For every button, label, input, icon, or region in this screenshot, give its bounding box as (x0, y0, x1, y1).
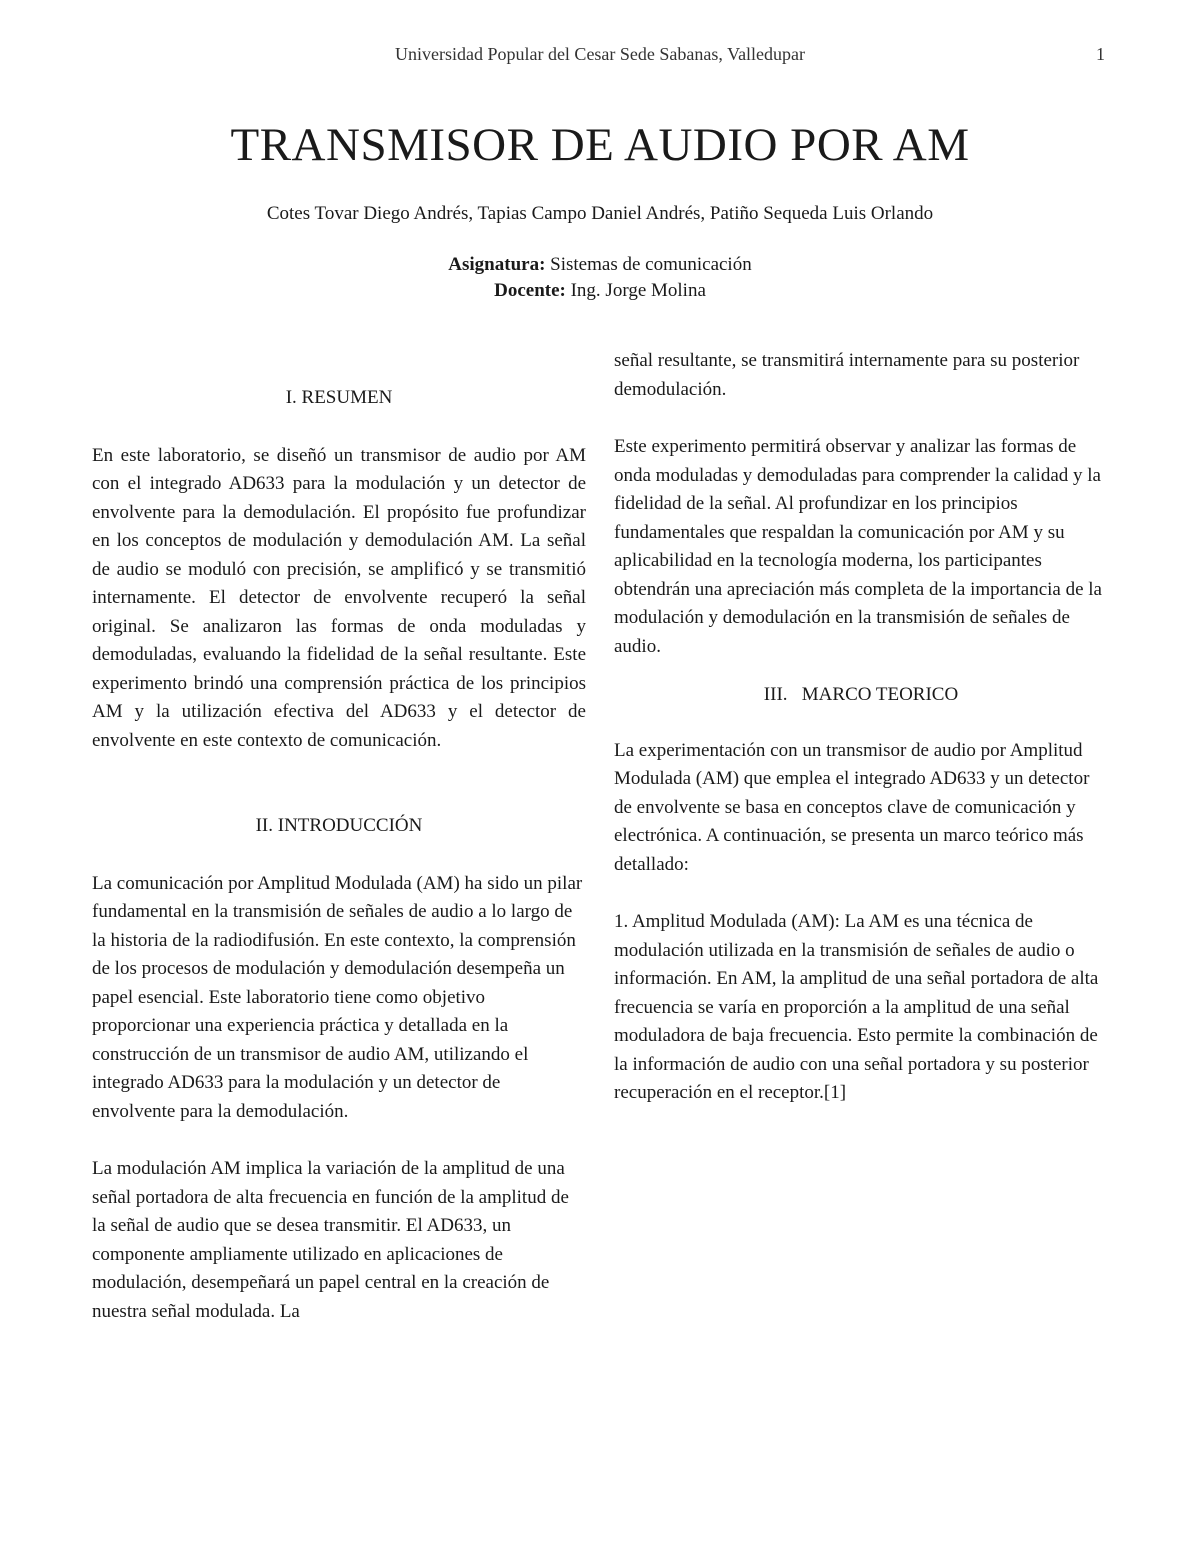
subject-label: Asignatura: (448, 254, 546, 275)
subject-value: Sistemas de comunicación (550, 254, 752, 275)
introduccion-paragraph-2-continued: señal resultante, se transmitirá internamente para su posterior demodulación. (614, 350, 1080, 400)
page-number: 1 (1096, 44, 1105, 64)
introduccion-paragraph-1: La comunicación por Amplitud Modulada (AM) ha sido un pilar fundamental en la transmisión de señales de audio a lo largo de la historia de la radiodifusión. En este contexto, la comprensión de los procesos de modulación y demodulación desempeña un papel esencial. Este laboratorio tiene como objetivo proporcionar una experiencia práctica y detallada en la construcción de un transmisor de audio AM, utilizando el integrado AD633 para la modulación y un detector de envolvente para la demodulación. (92, 872, 583, 1122)
author-list: Cotes Tovar Diego Andrés, Tapias Campo Daniel Andrés, Patiño Sequeda Luis Orlando (266, 203, 934, 224)
subject-line (0, 254, 1200, 276)
teacher-value: Ing. Jorge Molina (570, 280, 706, 301)
left-column (92, 355, 586, 1326)
running-head: Universidad Popular del Cesar Sede Sabanas, Valledupar (394, 44, 806, 64)
paper-title: TRANSMISOR DE AUDIO POR AM (230, 119, 970, 171)
section-heading-resumen: I. RESUMEN (285, 387, 393, 408)
section-heading-marco-teorico: III. MARCO TEORICO (763, 684, 959, 705)
right-column (614, 347, 1108, 1108)
teacher-line (0, 280, 1200, 302)
section-heading-introduccion: II. INTRODUCCIÓN (255, 815, 423, 836)
introduccion-paragraph-2: La modulación AM implica la variación de la amplitud de una señal portadora de alta frecuencia en función de la amplitud de la señal de audio que se desea transmitir. El AD633, un componente ampliamente utilizado en aplicaciones de modulación, desempeñará un papel central en la creación de nuestra señal modulada. La (92, 1158, 569, 1322)
introduccion-paragraph-3: Este experimento permitirá observar y analizar las formas de onda moduladas y demoduladas para comprender la calidad y la fidelidad de la señal. Al profundizar en los principios fundamentales que respaldan la comunicación por AM y su aplicabilidad en la tecnología moderna, los participantes obtendrán una apreciación más completa de la importancia de la modulación y demodulación en la transmisión de señales de audio. (614, 436, 1102, 657)
resumen-paragraph: En este laboratorio, se diseñó un transmisor de audio por AM con el integrado AD633 para la modulación y un detector de envolvente para la demodulación. El propósito fue profundizar en los conceptos de modulación y demodulación AM. La señal de audio se moduló con precisión, se amplificó y se transmitió internamente. El detector de envolvente recuperó la señal original. Se analizaron las formas de onda moduladas y demoduladas, evaluando la fidelidad de la señal resultante. Este experimento brindó una comprensión práctica de los principios AM y la utilización efectiva del AD633 y el detector de envolvente en este contexto de comunicación. (92, 444, 586, 751)
teacher-label: Docente: (494, 280, 566, 301)
marco-paragraph-1: La experimentación con un transmisor de audio por Amplitud Modulada (AM) que emplea el integrado AD633 y un detector de envolvente se basa en conceptos clave de comunicación y electrónica. A continuación, se presenta un marco teórico más detallado: (614, 739, 1090, 875)
marco-paragraph-2: 1. Amplitud Modulada (AM): La AM es una técnica de modulación utilizada en la transmisión de señales de audio o información. En AM, la amplitud de una señal portadora de alta frecuencia se varía en proporción a la amplitud de una señal moduladora de baja frecuencia. Esto permite la combinación de la información de audio con una señal portadora y su posterior recuperación en el receptor.[1] (614, 911, 1099, 1103)
